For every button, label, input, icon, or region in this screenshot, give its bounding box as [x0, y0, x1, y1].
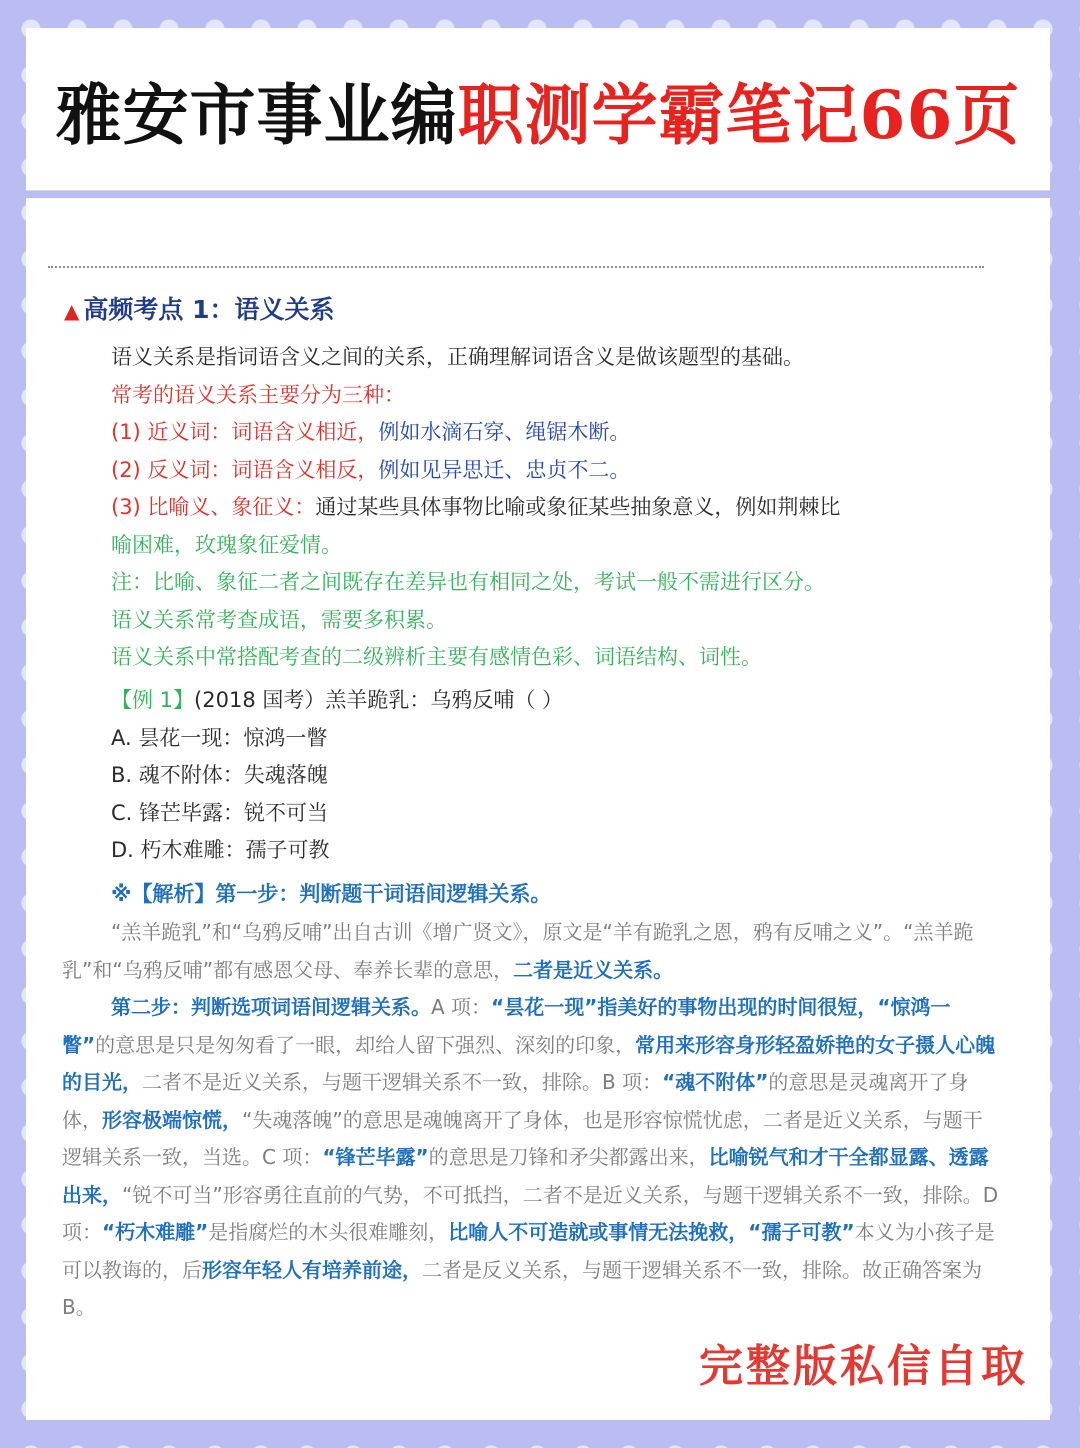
option-c: C. 锋芒毕露：锐不可当 — [111, 801, 329, 825]
example-label: 【例 1】 — [111, 688, 195, 712]
step-2-d-text: 是指腐烂的木头很难雕刻， — [208, 1220, 449, 1244]
note-1: 注：比喻、象征二者之间既存在差异也有相同之处，考试一般不需进行区分。 — [111, 570, 825, 594]
step-2-a-end: 二者不是近义关系，与题干逻辑关系不一致，排除。B 项： — [142, 1070, 663, 1094]
analysis-heading: ※【解析】第一步：判断题干词语间逻辑关系。 — [111, 882, 552, 906]
type-1 — [111, 417, 630, 447]
step-1-text: “羔羊跪乳”和“乌鸦反哺”出自古训《增广贤文》，原文是“羊有跪乳之恩，鸦有反哺之义”。“羔羊跪乳”和“乌鸦反哺”都有感恩父母、奉养长辈的意思， — [62, 920, 974, 982]
step-2-heading: 第二步：判断选项词语间逻辑关系。 — [111, 995, 431, 1019]
title-black-part: 雅安市事业编 — [55, 75, 458, 154]
step-2-d-highlight-3: “孺子可教” — [748, 1220, 855, 1244]
type-3-continued: 喻困难，玫瑰象征爱情。 — [111, 533, 342, 557]
step-2-d-end: 二者是反义关系，与题干逻辑关系不一致，排除。故正确答案为 B。 — [62, 1257, 982, 1319]
type-2 — [111, 455, 630, 485]
analysis-step-2 — [62, 989, 1002, 1327]
option-b: B. 魂不附体：失魂落魄 — [111, 763, 328, 787]
step-2-a-prefix: A 项： — [431, 995, 492, 1019]
step-2-d-highlight-4: 形容年轻人有培养前途， — [202, 1257, 422, 1282]
step-2-a-text: 的意思是只是匆匆看了一眼，却给人留下强烈、深刻的印象， — [95, 1032, 636, 1057]
cta-text: 完整版私信自取 — [699, 1341, 1028, 1392]
title-banner — [26, 28, 1050, 190]
option-d: D. 朽木难雕：孺子可教 — [111, 838, 330, 862]
title-red-part: 职测学霸笔记66页 — [457, 75, 1021, 154]
step-2-c-highlight: “锋芒毕露” — [322, 1145, 429, 1169]
step-1-conclusion: 二者是近义关系。 — [513, 957, 674, 982]
step-2-d-highlight-2: 比喻人不可造就或事情无法挽救， — [448, 1220, 749, 1244]
type-2-example: 例如见异思迁、忠贞不二。 — [378, 458, 631, 482]
type-3-text: 通过某些具体事物比喻或象征某些抽象意义，例如荆棘比 — [315, 495, 841, 519]
option-a: A. 昙花一现：惊鸿一瞥 — [111, 726, 328, 750]
dotted-divider — [48, 266, 984, 268]
page-title — [56, 62, 1021, 157]
section-heading — [64, 290, 335, 326]
type-1-example: 例如水滴石穿、绳锯木断。 — [378, 420, 631, 444]
step-2-d-highlight: “朽木难雕” — [102, 1220, 209, 1244]
step-2-c-end: “锐不可当”形容勇往直前的气势，不可抵挡，二者不是近义关系，与题干逻辑关系不一致，排除。D 项： — [62, 1182, 999, 1244]
step-2-d-text-2: 本义为小孩子是可以教诲的，后 — [62, 1220, 995, 1282]
type-1-label: (1) 近义词：词语含义相近， — [111, 420, 379, 444]
type-3-label: (3) 比喻义、象征义： — [111, 495, 316, 519]
step-2-b-end: “失魂落魄”的意思是魂魄离开了身体，也是形容惊慌忧虑，二者是近义关系，与题干逻辑关系一致，当选。C 项： — [62, 1107, 983, 1169]
step-2-b-highlight-2: 形容极端惊慌， — [102, 1107, 242, 1132]
step-2-a-highlight-2: 常用来形容身形轻盈娇艳的女子摄人心魄的目光， — [62, 1032, 996, 1094]
step-2-a-highlight: “昙花一现”指美好的事物出现的时间很短，“惊鸿一瞥” — [62, 995, 951, 1057]
note-3: 语义关系中常搭配考查的二级辨析主要有感情色彩、词语结构、词性。 — [111, 645, 762, 669]
type-2-label: (2) 反义词：词语含义相反， — [111, 458, 379, 482]
type-3 — [111, 492, 840, 522]
example-question — [111, 685, 563, 715]
section-heading-text: 高频考点 1：语义关系 — [83, 295, 335, 324]
intro-text: 语义关系是指词语含义之间的关系，正确理解词语含义是做该题型的基础。 — [111, 345, 804, 369]
step-2-c-text: 的意思是刀锋和矛尖都露出来， — [428, 1145, 709, 1169]
example-question-text: (2018 国考）羔羊跪乳：乌鸦反哺（ ） — [194, 688, 564, 712]
analysis-step-1 — [62, 914, 1002, 989]
document-page — [26, 198, 1050, 1420]
step-2-b-text: 的意思是灵魂离开了身体， — [62, 1070, 969, 1132]
step-2-c-highlight-2: 比喻锐气和才干全都显露、透露出来， — [62, 1145, 989, 1207]
step-2-b-highlight: “魂不附体” — [662, 1070, 769, 1094]
note-2: 语义关系常考查成语，需要多积累。 — [111, 608, 447, 632]
types-intro: 常考的语义关系主要分为三种： — [111, 383, 405, 407]
triangle-icon: ▲ — [64, 299, 80, 323]
